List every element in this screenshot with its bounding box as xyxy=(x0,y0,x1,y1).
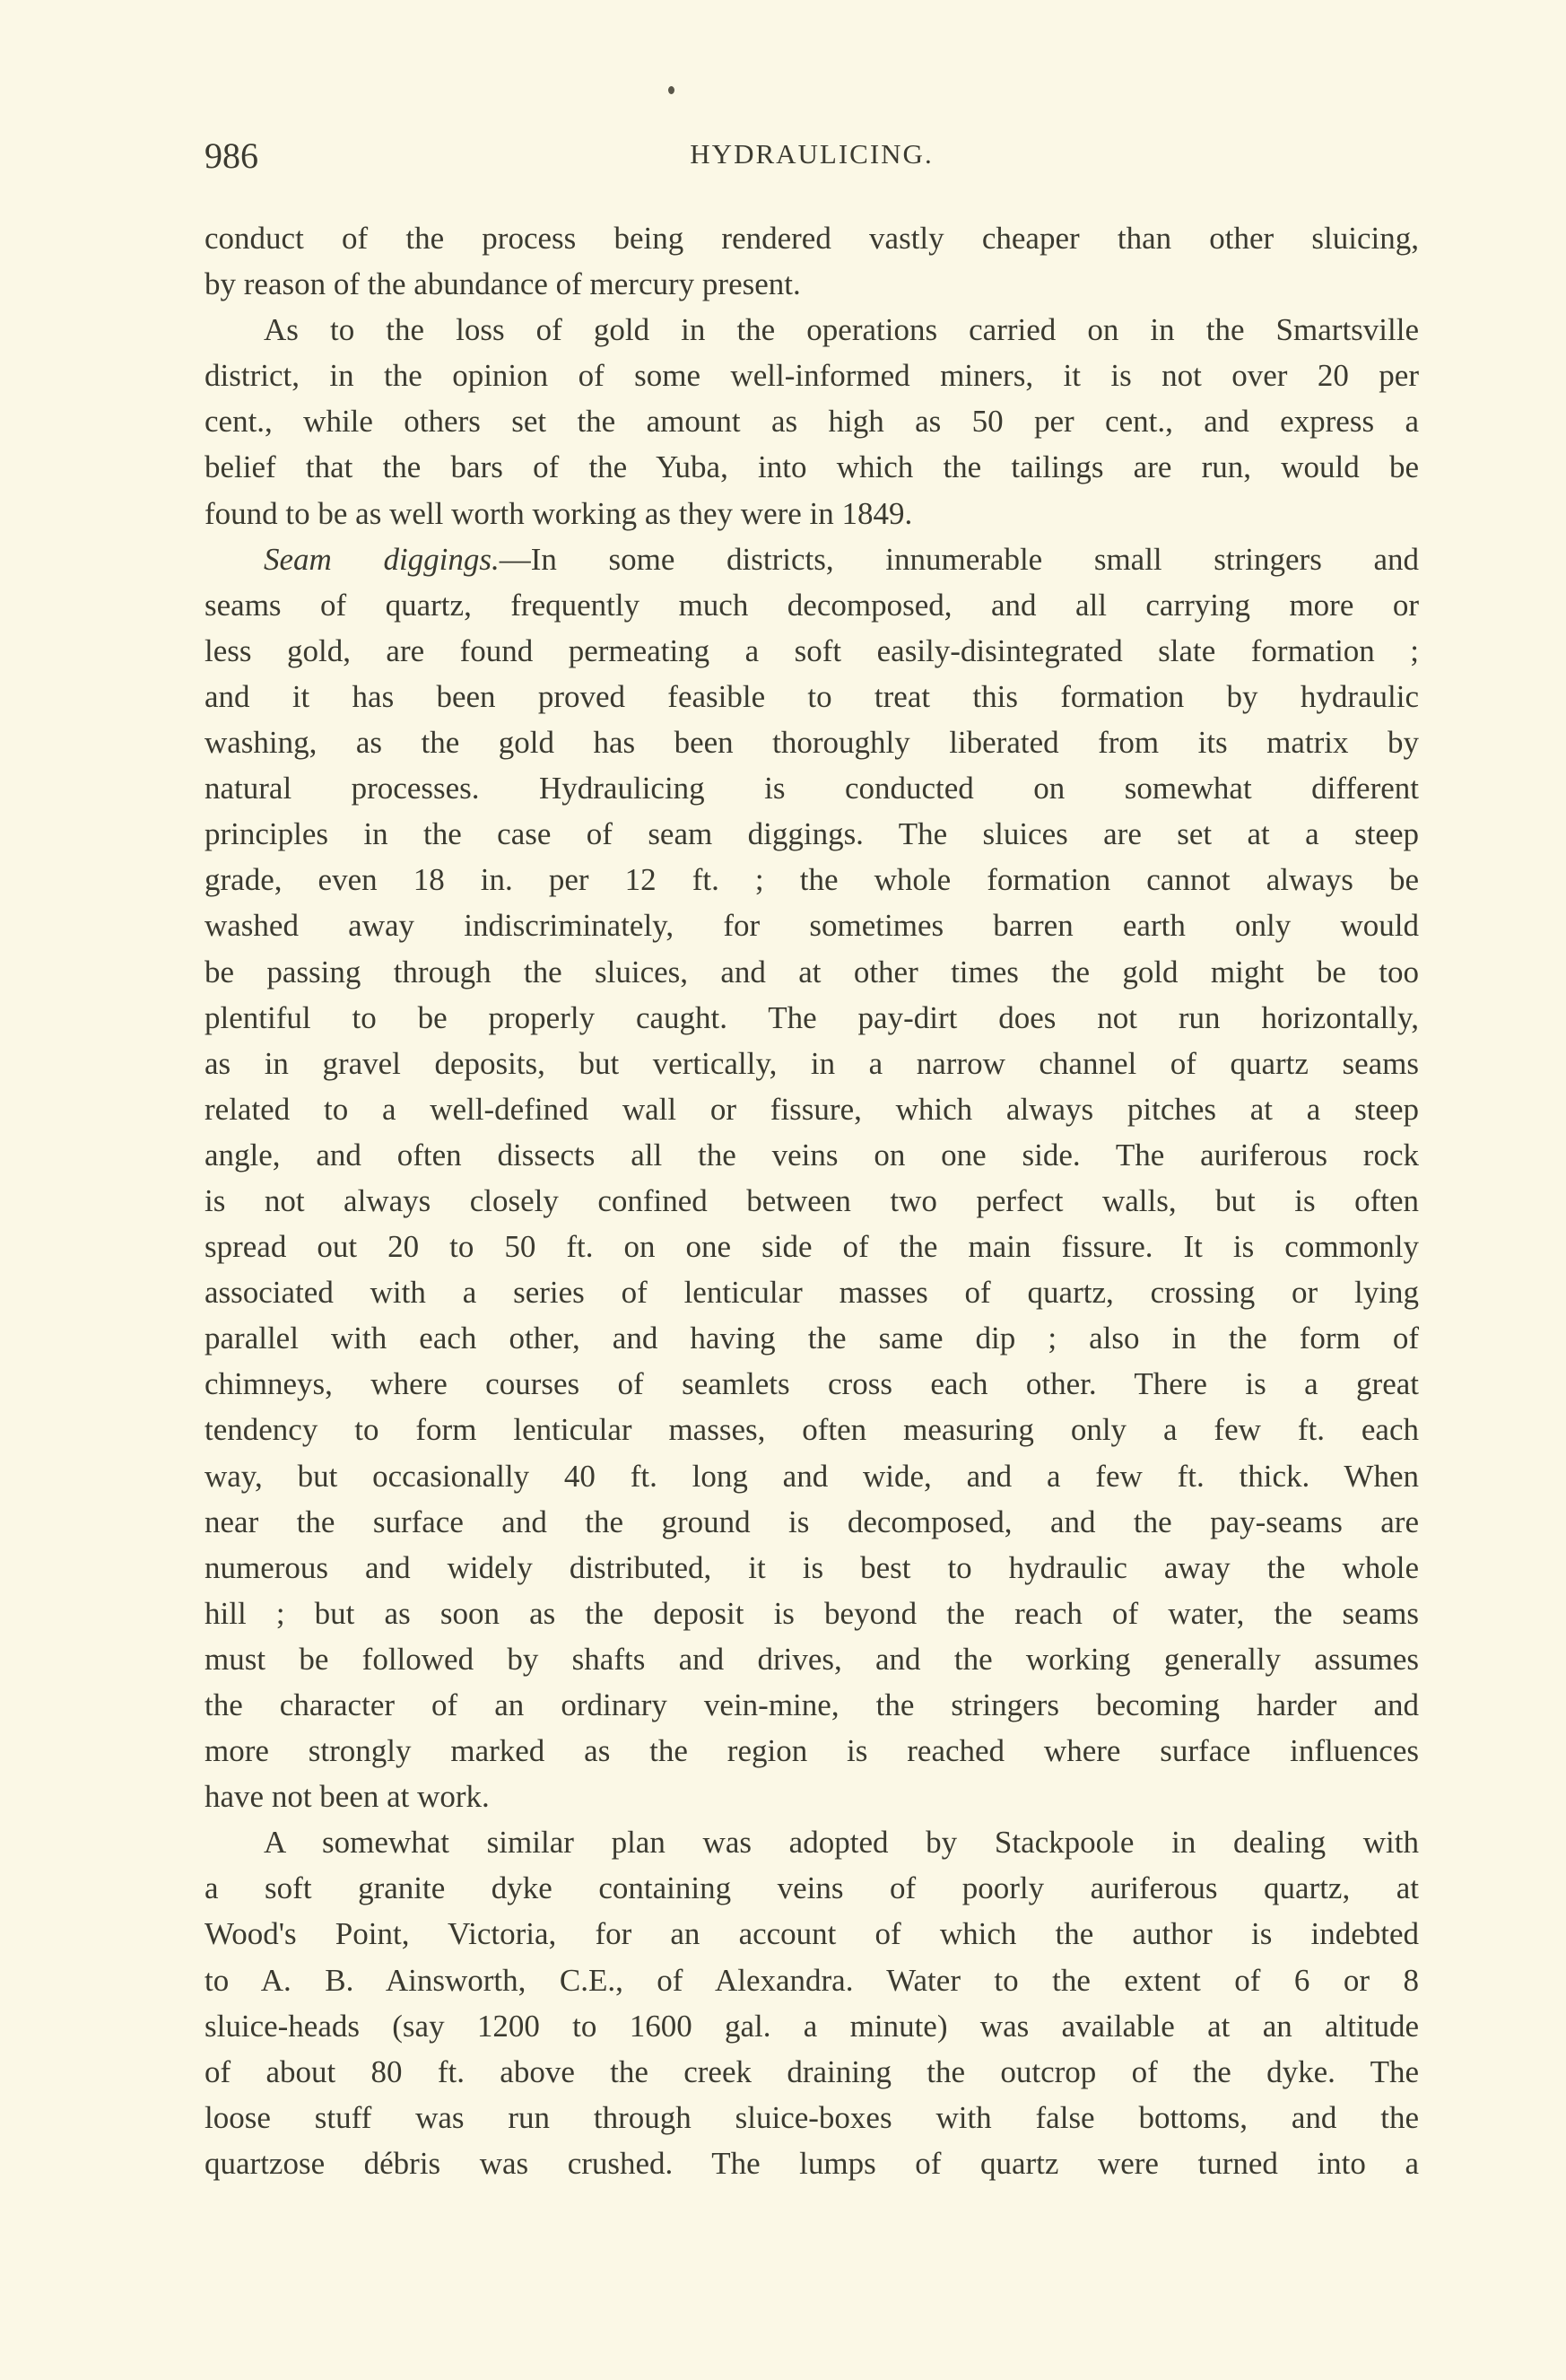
line-text: the character of an ordinary vein-mine, the stringers becoming harder and xyxy=(204,1687,1419,1722)
text-line xyxy=(204,582,1419,628)
text-line xyxy=(204,1591,1419,1636)
line-text: must be followed by shafts and drives, and the working generally assumes xyxy=(204,1641,1419,1677)
text-line xyxy=(204,765,1419,811)
line-text: A somewhat similar plan was adopted by Stackpoole in dealing with xyxy=(264,1825,1419,1861)
text-line xyxy=(204,1269,1419,1315)
text-line xyxy=(204,857,1419,902)
line-text: quartzose débris was crushed. The lumps of quartz were turned into a xyxy=(204,2145,1419,2181)
line-text: is not always closely confined between two perfect walls, but is often xyxy=(204,1182,1419,1218)
line-text: chimneys, where courses of seamlets cross each other. There is a great xyxy=(204,1366,1419,1402)
line-text: plentiful to be properly caught. The pay-dirt does not run horizontally, xyxy=(204,999,1419,1035)
line-text: be passing through the sluices, and at other times the gold might be too xyxy=(204,954,1419,989)
line-text: loose stuff was run through sluice-boxes with false bottoms, and the xyxy=(204,2099,1419,2135)
line-text: more strongly marked as the region is reached where surface influences xyxy=(204,1733,1419,1769)
text-line xyxy=(204,353,1419,398)
text-line xyxy=(204,628,1419,674)
line-text: near the surface and the ground is decomposed, and the pay-seams are xyxy=(204,1504,1419,1539)
text-line xyxy=(204,1865,1419,1911)
line-text: less gold, are found permeating a soft easily-disintegrated slate formation ; xyxy=(204,632,1419,668)
line-text: washing, as the gold has been thoroughly liberated from its matrix by xyxy=(204,725,1419,761)
text-line xyxy=(204,2140,1419,2186)
line-text: have not been at work. xyxy=(204,1779,490,1815)
line-text: associated with a series of lenticular masses of quartz, crossing or lying xyxy=(204,1275,1419,1311)
text-line xyxy=(204,491,1419,536)
text-line xyxy=(204,949,1419,995)
line-text: district, in the opinion of some well-informed miners, it is not over 20 per xyxy=(204,358,1419,394)
text-line xyxy=(204,1224,1419,1269)
line-text: parallel with each other, and having the same dip ; also in the form of xyxy=(204,1321,1419,1356)
text-line xyxy=(204,307,1419,353)
text-line xyxy=(204,1682,1419,1728)
text-line xyxy=(204,902,1419,948)
line-text: found to be as well worth working as they were in 1849. xyxy=(204,495,913,531)
page-header xyxy=(204,135,1419,176)
section-heading: Seam diggings. xyxy=(264,541,500,577)
line-text: by reason of the abundance of mercury present. xyxy=(204,266,801,302)
line-text: Wood's Point, Victoria, for an account of which the author is indebted xyxy=(204,1916,1419,1952)
line-text: spread out 20 to 50 ft. on one side of the main fissure. It is commonly xyxy=(204,1229,1419,1265)
text-line xyxy=(204,1041,1419,1086)
ink-speck xyxy=(668,86,674,94)
text-line xyxy=(204,674,1419,719)
text-line xyxy=(204,995,1419,1041)
text-line xyxy=(204,444,1419,490)
line-text: principles in the case of seam diggings. The sluices are set at a steep xyxy=(204,816,1419,852)
line-text: to A. B. Ainsworth, C.E., of Alexandra. Water to the extent of 6 or 8 xyxy=(204,1962,1419,1998)
line-text: sluice-heads (say 1200 to 1600 gal. a minute) was available at an altitude xyxy=(204,2008,1419,2044)
text-line xyxy=(204,536,1419,582)
text-line xyxy=(204,1957,1419,2003)
text-line xyxy=(204,1774,1419,1819)
text-line xyxy=(204,1178,1419,1224)
text-line xyxy=(204,398,1419,444)
line-text: seams of quartz, frequently much decomposed, and all carrying more or xyxy=(204,587,1419,623)
text-line xyxy=(204,1728,1419,1774)
line-text: —In some districts, innumerable small stringers and xyxy=(499,541,1419,577)
text-line xyxy=(204,2003,1419,2049)
text-line xyxy=(204,1545,1419,1591)
page-number: 986 xyxy=(204,135,258,176)
line-text: as in gravel deposits, but vertically, in a narrow channel of quartz seams xyxy=(204,1045,1419,1081)
text-line xyxy=(204,1132,1419,1178)
line-text: grade, even 18 in. per 12 ft. ; the whole formation cannot always be xyxy=(204,862,1419,898)
line-text: As to the loss of gold in the operations carried on in the Smartsville xyxy=(264,312,1419,348)
text-line xyxy=(204,1315,1419,1361)
text-line xyxy=(204,2049,1419,2095)
line-text: cent., while others set the amount as high as 50 per cent., and express a xyxy=(204,404,1419,440)
text-line xyxy=(204,1819,1419,1865)
text-line xyxy=(204,1453,1419,1499)
text-line xyxy=(204,1911,1419,1957)
line-text: way, but occasionally 40 ft. long and wide, and a few ft. thick. When xyxy=(204,1458,1419,1494)
line-text: and it has been proved feasible to treat this formation by hydraulic xyxy=(204,678,1419,714)
text-line xyxy=(204,1086,1419,1132)
body-text xyxy=(204,215,1419,2186)
line-text: angle, and often dissects all the veins on one side. The auriferous rock xyxy=(204,1137,1419,1173)
line-text: belief that the bars of the Yuba, into which the tailings are run, would be xyxy=(204,449,1419,485)
line-text: related to a well-defined wall or fissure, which always pitches at a steep xyxy=(204,1091,1419,1127)
text-line xyxy=(204,261,1419,307)
text-line xyxy=(204,1636,1419,1682)
line-text: conduct of the process being rendered vastly cheaper than other sluicing, xyxy=(204,221,1419,256)
text-line xyxy=(204,1407,1419,1452)
line-text: hill ; but as soon as the deposit is beyond the reach of water, the seams xyxy=(204,1595,1419,1631)
line-text: tendency to form lenticular masses, often measuring only a few ft. each xyxy=(204,1412,1419,1448)
line-text: washed away indiscriminately, for sometimes barren earth only would xyxy=(204,908,1419,944)
text-line xyxy=(204,1361,1419,1407)
text-line xyxy=(204,215,1419,261)
line-text: a soft granite dyke containing veins of poorly auriferous quartz, at xyxy=(204,1870,1419,1906)
text-line xyxy=(204,719,1419,765)
text-line xyxy=(204,811,1419,857)
line-text: natural processes. Hydraulicing is conducted on somewhat different xyxy=(204,771,1419,806)
running-head: HYDRAULICING. xyxy=(690,138,934,170)
line-text: of about 80 ft. above the creek draining the outcrop of the dyke. The xyxy=(204,2053,1419,2089)
text-line xyxy=(204,2095,1419,2140)
text-line xyxy=(204,1499,1419,1545)
line-text: numerous and widely distributed, it is best to hydraulic away the whole xyxy=(204,1549,1419,1585)
